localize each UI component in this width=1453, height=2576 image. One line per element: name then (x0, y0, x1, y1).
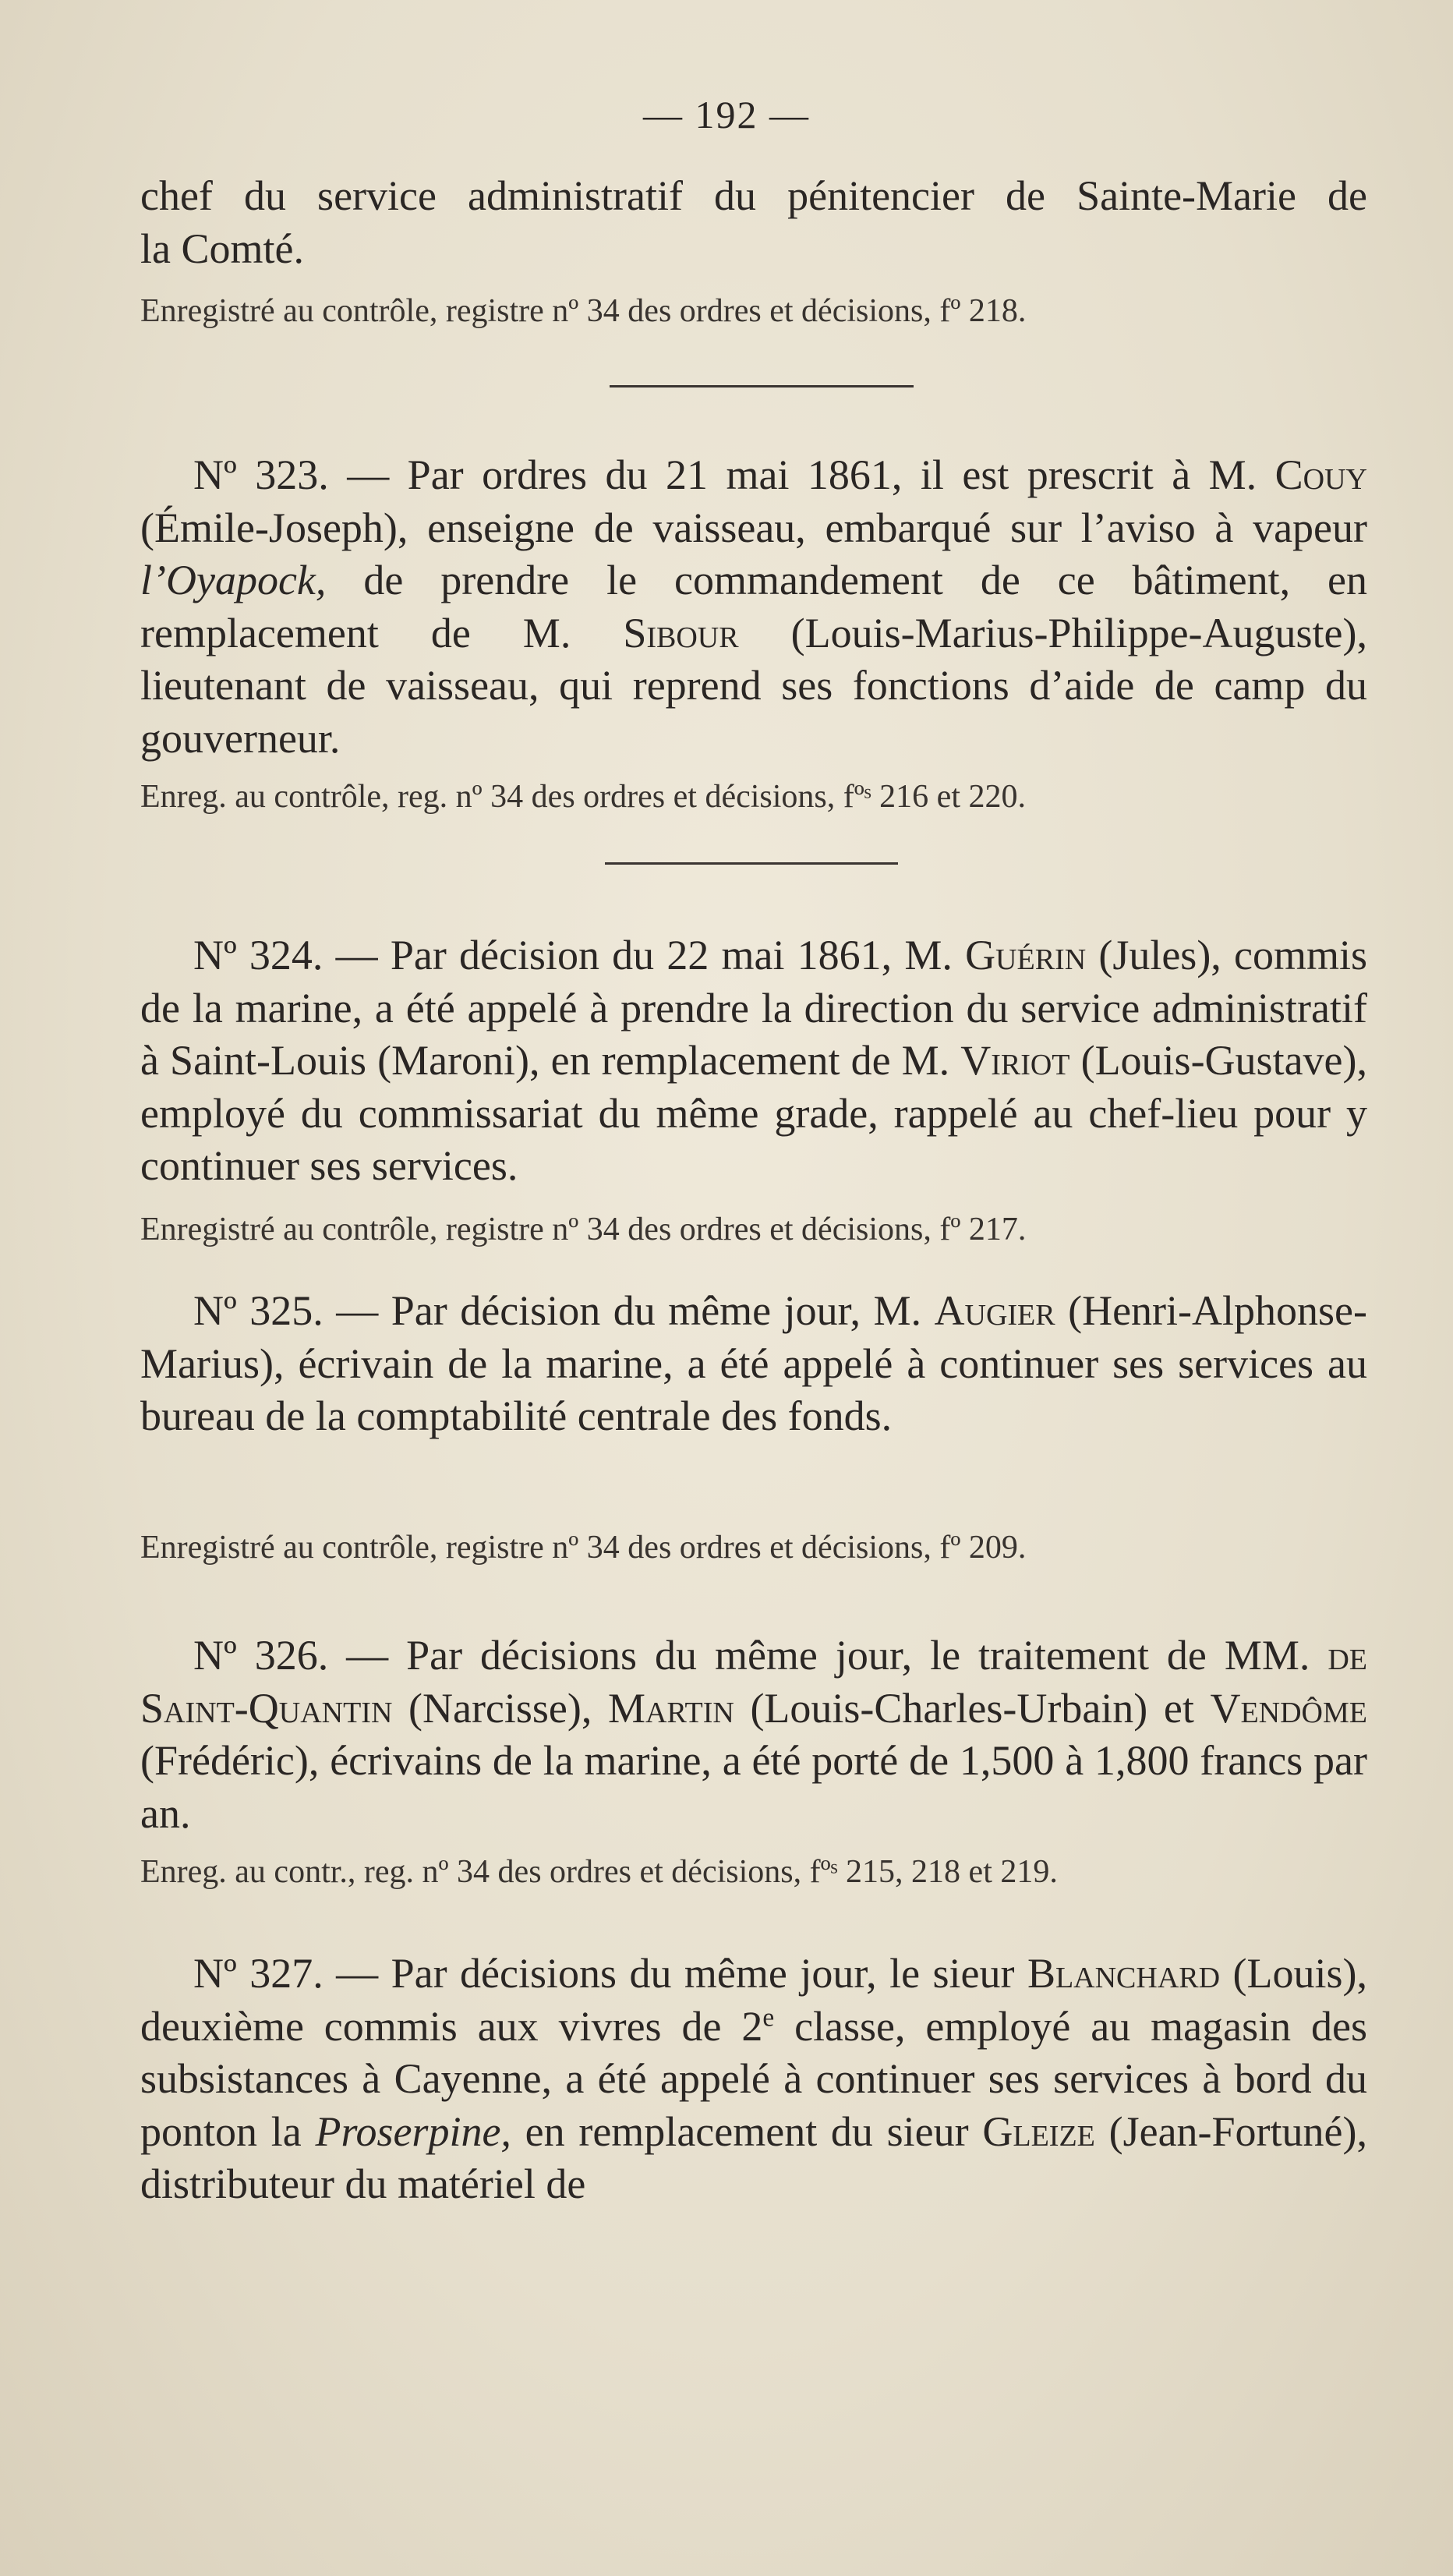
person-name: Gleize (982, 2107, 1095, 2155)
entry-text: (Narcisse), (392, 1684, 608, 1732)
person-name: de Saint-Quantin (140, 1632, 1367, 1732)
entry-text: classe, employé au magasin des subsistances à Cayenne, a été appelé à continuer ses services à bord du ponton la (140, 2002, 1367, 2155)
registration-note: Enregistré au contrôle, registre nº 34 des ordres et décisions, fº 218. (140, 293, 1027, 329)
continuation-line-1: chef du service administratif du pénitencier de Sainte-Marie de (140, 172, 1367, 219)
entry-text: (Louis), deuxième commis aux vivres de 2 (140, 1950, 1367, 2050)
person-name: Augier (934, 1287, 1055, 1334)
entry-324 (140, 929, 1367, 1193)
entry-text: de prendre le commandement de ce bâtiment, en remplacement de M. (140, 557, 1367, 656)
entry-text: — Par décisions du même jour, le traitement de MM. (328, 1632, 1328, 1679)
superscript: e (762, 2003, 775, 2033)
entry-text: (Louis-Charles-Urbain) et (734, 1684, 1211, 1732)
continuation-paragraph (140, 170, 1367, 275)
entry-text: (Henri-Alphonse-Marius), écrivain de la marine, a été appelé à continuer ses services au bureau de la comptabilité centrale des fonds. (140, 1287, 1367, 1439)
section-divider (605, 862, 898, 865)
entry-text: en remplacement du sieur (511, 2107, 983, 2155)
entry-text: (Louis-Marius-Philippe-Auguste), lieutenant de vaisseau, qui reprend ses fonctions d’aide de camp du gouverneur. (140, 609, 1367, 762)
registration-325 (140, 1527, 1367, 1569)
registration-323 (140, 776, 1367, 818)
entry-number: Nº 323. (193, 451, 329, 498)
registration-note: Enregistré au contrôle, registre nº 34 des ordres et décisions, fº 209. (140, 1530, 1027, 1566)
entry-number: Nº 327. (193, 1950, 323, 1997)
registration-324 (140, 1208, 1367, 1251)
entry-number: Nº 324. (193, 932, 323, 978)
registration-326 (140, 1851, 1367, 1893)
entry-text: (Émile-Joseph), enseigne de vaisseau, embarqué sur l’aviso à vapeur (140, 504, 1367, 551)
entry-number: Nº 325. (193, 1287, 323, 1334)
ship-name: Proserpine, (315, 2107, 511, 2155)
person-name: Blanchard (1027, 1950, 1221, 1997)
entry-327 (140, 1948, 1367, 2211)
entry-number: Nº 326. (193, 1632, 329, 1679)
entry-text: — Par décision du même jour, M. (323, 1287, 935, 1334)
continuation-line-2: la Comté. (140, 225, 304, 272)
continuation-block (140, 170, 1367, 275)
entry-326 (140, 1629, 1367, 1840)
entry-text: (Frédéric), écrivains de la marine, a été porté de 1,500 à 1,800 francs par an. (140, 1737, 1367, 1837)
person-name: Guérin (965, 932, 1087, 978)
person-name: Vendôme (1210, 1684, 1367, 1732)
entry-text: (Jean-Fortuné), distributeur du matériel de (140, 2107, 1367, 2207)
person-name: Viriot (960, 1037, 1070, 1084)
entry-paragraph (140, 1629, 1367, 1840)
registration-note: Enreg. au contr., reg. nº 34 des ordres et décisions, fºˢ 215, 218 et 219. (140, 1854, 1058, 1890)
page-number: — 192 — (643, 93, 810, 136)
person-name: Couy (1274, 451, 1367, 498)
entry-text: — Par ordres du 21 mai 1861, il est prescrit à M. (328, 451, 1275, 498)
person-name: Sibour (623, 609, 739, 656)
registration-note: Enreg. au contrôle, reg. nº 34 des ordres et décisions, fºˢ 216 et 220. (140, 779, 1026, 815)
entry-paragraph (140, 929, 1367, 1193)
entry-text: (Jules), commis de la marine, a été appelé à prendre la direction du service administratif à Saint-Louis (Maroni), en remplacement de M. (140, 932, 1367, 1084)
registration-continuation (140, 290, 1367, 332)
entry-text: — Par décision du 22 mai 1861, M. (323, 932, 966, 978)
entry-paragraph (140, 1285, 1367, 1443)
entry-323 (140, 449, 1367, 765)
entry-325 (140, 1285, 1367, 1443)
registration-note: Enregistré au contrôle, registre nº 34 des ordres et décisions, fº 217. (140, 1212, 1027, 1247)
entry-text: — Par décisions du même jour, le sieur (323, 1950, 1027, 1997)
section-divider (610, 385, 914, 387)
entry-paragraph (140, 449, 1367, 765)
entry-paragraph (140, 1948, 1367, 2211)
ship-name: l’Oyapock, (140, 557, 327, 603)
person-name: Martin (608, 1684, 734, 1732)
entry-text: (Louis-Gustave), employé du commissariat du même grade, rappelé au chef-lieu pour y continuer ses services. (140, 1037, 1367, 1189)
